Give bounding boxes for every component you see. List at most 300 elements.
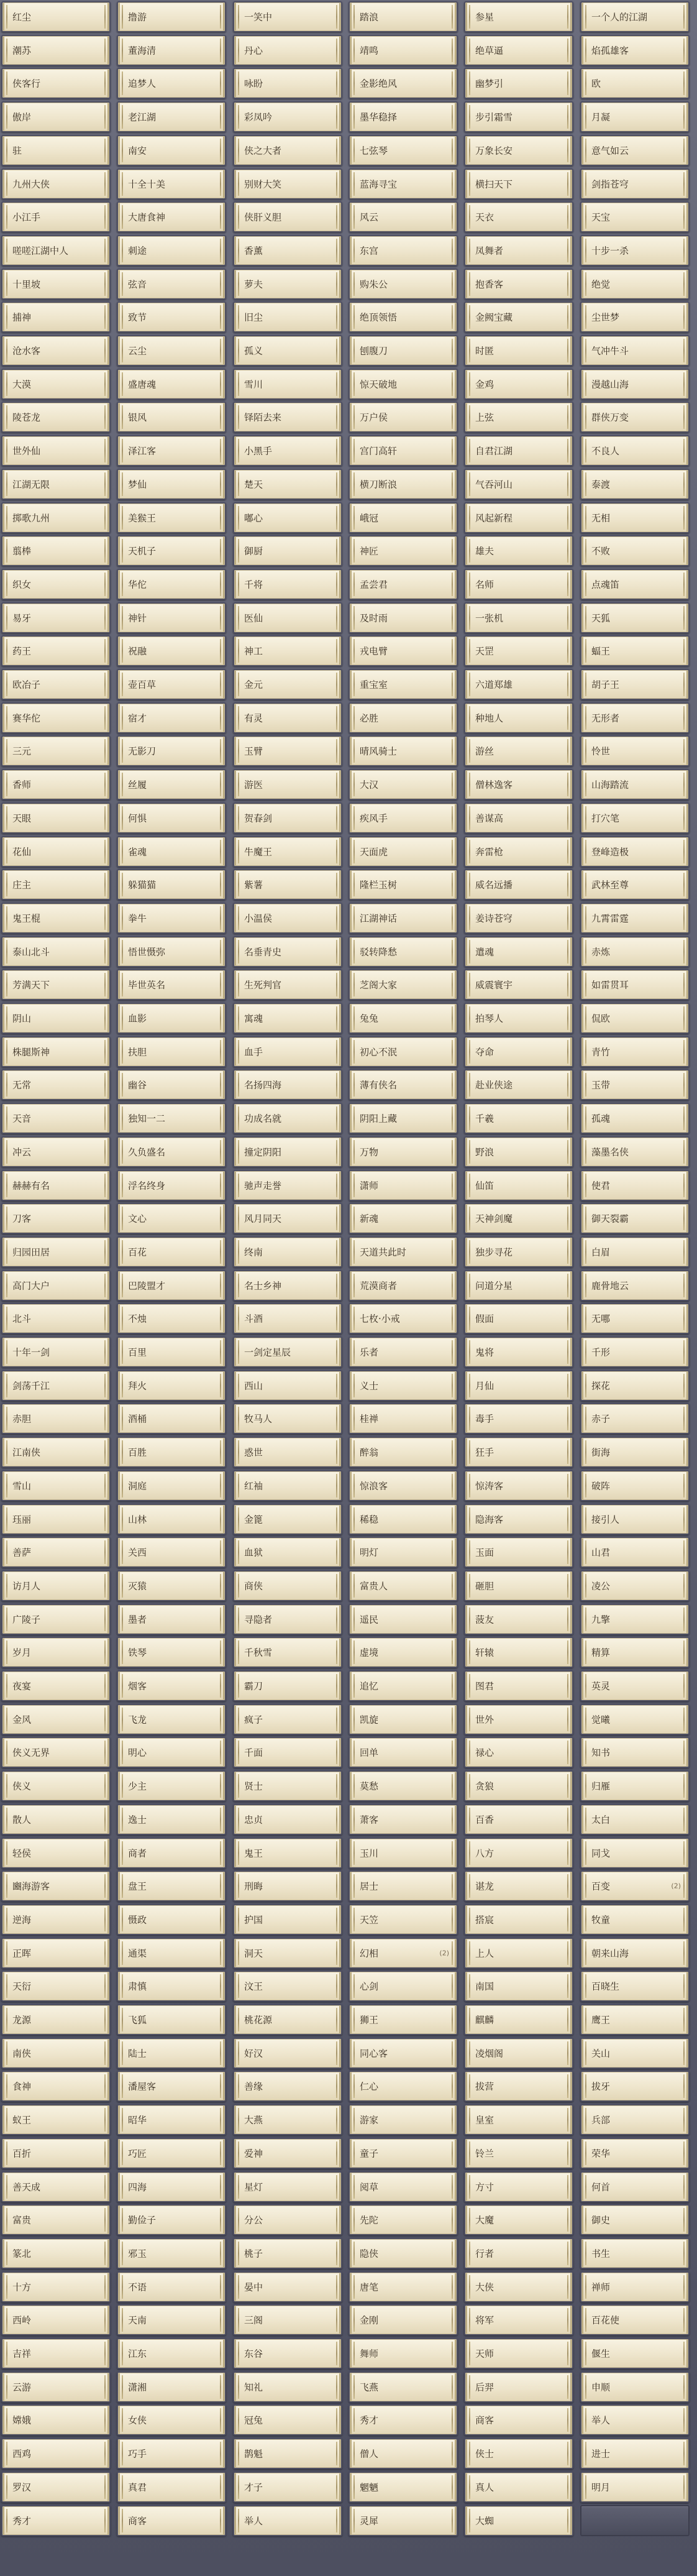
title-cell[interactable] <box>348 1203 458 1234</box>
title-cell[interactable] <box>117 635 226 666</box>
title-cell[interactable] <box>117 135 226 166</box>
title-cell[interactable] <box>233 1737 342 1768</box>
title-cell[interactable] <box>580 68 690 99</box>
title-cell[interactable] <box>464 1570 573 1601</box>
title-cell[interactable] <box>348 1236 458 1267</box>
title-cell[interactable] <box>464 1838 573 1869</box>
title-cell[interactable] <box>1 869 111 900</box>
title-cell[interactable] <box>580 702 690 734</box>
title-cell[interactable] <box>580 635 690 666</box>
title-cell[interactable] <box>233 168 342 200</box>
title-cell[interactable] <box>580 435 690 466</box>
title-cell[interactable] <box>348 35 458 66</box>
title-cell[interactable] <box>580 1504 690 1535</box>
title-cell[interactable] <box>1 1336 111 1368</box>
title-cell[interactable] <box>464 969 573 1000</box>
title-cell[interactable] <box>117 1938 226 1969</box>
title-cell[interactable] <box>117 803 226 834</box>
title-cell[interactable] <box>233 1537 342 1568</box>
title-cell[interactable] <box>580 1003 690 1034</box>
title-cell[interactable] <box>348 1136 458 1167</box>
title-cell[interactable] <box>1 2071 111 2102</box>
title-cell[interactable] <box>233 68 342 99</box>
title-cell[interactable] <box>1 2271 111 2302</box>
title-cell[interactable] <box>348 969 458 1000</box>
title-cell[interactable] <box>1 1303 111 1334</box>
title-cell[interactable] <box>464 936 573 967</box>
title-cell[interactable] <box>464 2238 573 2269</box>
title-cell[interactable] <box>464 469 573 500</box>
title-cell[interactable] <box>580 1136 690 1167</box>
title-cell[interactable] <box>233 235 342 266</box>
title-cell[interactable] <box>233 1704 342 1735</box>
title-cell[interactable] <box>580 869 690 900</box>
title-cell[interactable] <box>464 2171 573 2202</box>
title-cell[interactable] <box>1 2505 111 2536</box>
title-cell[interactable] <box>233 301 342 333</box>
title-cell[interactable] <box>464 1336 573 1368</box>
title-cell[interactable] <box>348 635 458 666</box>
title-cell[interactable] <box>580 1737 690 1768</box>
title-cell[interactable] <box>117 1971 226 2002</box>
title-cell[interactable] <box>1 635 111 666</box>
title-cell[interactable] <box>117 1370 226 1401</box>
title-cell[interactable] <box>348 602 458 633</box>
title-cell[interactable] <box>233 1203 342 1234</box>
title-cell[interactable] <box>464 1904 573 1935</box>
title-cell[interactable] <box>464 2071 573 2102</box>
title-cell[interactable] <box>464 903 573 934</box>
title-cell[interactable] <box>233 369 342 400</box>
title-cell[interactable] <box>348 1737 458 1768</box>
title-cell[interactable] <box>580 1870 690 1902</box>
title-cell[interactable] <box>233 1637 342 1668</box>
title-cell[interactable] <box>348 269 458 300</box>
title-cell[interactable] <box>1 2404 111 2436</box>
title-cell[interactable] <box>464 101 573 132</box>
title-cell[interactable] <box>233 2071 342 2102</box>
title-cell[interactable] <box>464 1103 573 1134</box>
title-cell[interactable] <box>233 1971 342 2002</box>
title-cell[interactable] <box>117 269 226 300</box>
title-cell[interactable] <box>580 1370 690 1401</box>
title-cell[interactable] <box>117 1336 226 1368</box>
title-cell[interactable] <box>117 2104 226 2135</box>
title-cell[interactable] <box>1 1737 111 1768</box>
title-cell[interactable] <box>1 1704 111 1735</box>
title-cell[interactable] <box>580 735 690 766</box>
title-cell[interactable] <box>348 1570 458 1601</box>
title-cell[interactable] <box>580 2038 690 2069</box>
title-cell[interactable] <box>117 1870 226 1902</box>
title-cell[interactable] <box>117 35 226 66</box>
title-cell[interactable] <box>117 2505 226 2536</box>
title-cell[interactable] <box>580 2138 690 2169</box>
title-cell[interactable] <box>348 1637 458 1668</box>
title-cell[interactable] <box>1 1770 111 1801</box>
title-cell[interactable] <box>117 569 226 600</box>
title-cell[interactable] <box>464 635 573 666</box>
title-cell[interactable] <box>1 1504 111 1535</box>
title-cell[interactable] <box>464 869 573 900</box>
title-cell[interactable] <box>464 1303 573 1334</box>
title-cell[interactable] <box>580 2004 690 2035</box>
title-cell[interactable] <box>1 68 111 99</box>
title-cell[interactable] <box>117 936 226 967</box>
title-cell[interactable] <box>117 2238 226 2269</box>
title-cell[interactable] <box>348 803 458 834</box>
title-cell[interactable] <box>233 1770 342 1801</box>
title-cell[interactable] <box>348 936 458 967</box>
title-cell[interactable] <box>233 101 342 132</box>
title-cell[interactable] <box>1 1537 111 1568</box>
title-cell[interactable] <box>580 936 690 967</box>
title-cell[interactable] <box>1 702 111 734</box>
title-cell[interactable] <box>233 1504 342 1535</box>
title-cell[interactable] <box>233 2271 342 2302</box>
title-cell[interactable] <box>580 903 690 934</box>
title-cell[interactable] <box>348 135 458 166</box>
title-cell[interactable] <box>464 369 573 400</box>
title-cell[interactable] <box>348 2438 458 2469</box>
title-cell[interactable] <box>348 369 458 400</box>
title-cell[interactable] <box>1 1103 111 1134</box>
title-cell[interactable] <box>1 1236 111 1267</box>
title-cell[interactable] <box>1 2104 111 2135</box>
title-cell[interactable] <box>348 301 458 333</box>
title-cell[interactable] <box>348 1670 458 1701</box>
title-cell[interactable] <box>233 869 342 900</box>
title-cell[interactable] <box>233 35 342 66</box>
title-cell[interactable] <box>464 2338 573 2369</box>
title-cell[interactable] <box>233 635 342 666</box>
title-cell[interactable] <box>233 769 342 800</box>
title-cell[interactable] <box>580 235 690 266</box>
title-cell[interactable] <box>580 1637 690 1668</box>
title-cell[interactable] <box>464 602 573 633</box>
title-cell[interactable] <box>464 1370 573 1401</box>
title-cell[interactable] <box>348 569 458 600</box>
title-cell[interactable] <box>464 335 573 366</box>
title-cell[interactable] <box>348 2138 458 2169</box>
title-cell[interactable] <box>348 335 458 366</box>
title-cell[interactable] <box>464 2038 573 2069</box>
title-cell[interactable] <box>1 936 111 967</box>
title-cell[interactable] <box>580 201 690 232</box>
title-cell[interactable] <box>464 1437 573 1468</box>
title-cell[interactable] <box>117 201 226 232</box>
title-cell[interactable] <box>233 1838 342 1869</box>
title-cell[interactable] <box>580 1069 690 1100</box>
title-cell[interactable] <box>348 903 458 934</box>
title-cell[interactable] <box>233 569 342 600</box>
title-cell[interactable] <box>117 2304 226 2335</box>
title-cell[interactable] <box>580 535 690 566</box>
title-cell[interactable] <box>233 1170 342 1201</box>
title-cell[interactable] <box>580 1770 690 1801</box>
title-cell[interactable] <box>464 301 573 333</box>
title-cell[interactable] <box>580 1036 690 1067</box>
title-cell[interactable] <box>348 2104 458 2135</box>
title-cell[interactable] <box>464 1136 573 1167</box>
title-cell[interactable] <box>580 335 690 366</box>
title-cell[interactable] <box>1 2138 111 2169</box>
title-cell[interactable] <box>580 2371 690 2403</box>
title-cell[interactable] <box>348 1470 458 1501</box>
title-cell[interactable] <box>464 1537 573 1568</box>
title-cell[interactable] <box>1 1938 111 1969</box>
title-cell[interactable] <box>1 2204 111 2235</box>
title-cell[interactable] <box>348 769 458 800</box>
title-cell[interactable] <box>580 1838 690 1869</box>
title-cell[interactable] <box>117 2271 226 2302</box>
title-cell[interactable] <box>580 1203 690 1234</box>
title-cell[interactable] <box>1 569 111 600</box>
title-cell[interactable] <box>1 836 111 867</box>
title-cell[interactable] <box>580 1938 690 1969</box>
title-cell[interactable] <box>580 1904 690 1935</box>
title-cell[interactable] <box>1 1637 111 1668</box>
title-cell[interactable] <box>464 2271 573 2302</box>
title-cell[interactable] <box>580 1604 690 1635</box>
title-cell[interactable] <box>1 1437 111 1468</box>
title-cell[interactable] <box>580 2404 690 2436</box>
title-cell[interactable] <box>233 2038 342 2069</box>
title-cell[interactable] <box>233 1036 342 1067</box>
title-cell[interactable] <box>233 1236 342 1267</box>
title-cell[interactable] <box>464 2204 573 2235</box>
title-cell[interactable] <box>233 469 342 500</box>
title-cell[interactable] <box>233 1336 342 1368</box>
title-cell[interactable] <box>464 1804 573 1835</box>
title-cell[interactable] <box>117 2438 226 2469</box>
title-cell[interactable] <box>233 502 342 533</box>
title-cell[interactable] <box>464 669 573 700</box>
title-cell[interactable] <box>117 2071 226 2102</box>
title-cell[interactable] <box>1 2171 111 2202</box>
title-cell[interactable] <box>233 135 342 166</box>
title-cell[interactable] <box>117 1804 226 1835</box>
title-cell[interactable] <box>233 2104 342 2135</box>
title-cell[interactable] <box>580 402 690 433</box>
title-cell[interactable] <box>117 2138 226 2169</box>
title-cell[interactable] <box>233 2404 342 2436</box>
title-cell[interactable] <box>580 569 690 600</box>
title-cell[interactable] <box>233 2004 342 2035</box>
title-cell[interactable] <box>348 2071 458 2102</box>
title-cell[interactable] <box>580 1303 690 1334</box>
title-cell[interactable] <box>1 469 111 500</box>
title-cell[interactable] <box>1 235 111 266</box>
title-cell[interactable] <box>1 602 111 633</box>
title-cell[interactable] <box>117 301 226 333</box>
title-cell[interactable] <box>117 1737 226 1768</box>
title-cell[interactable] <box>348 1036 458 1067</box>
title-cell[interactable] <box>233 702 342 734</box>
title-cell[interactable] <box>1 1403 111 1434</box>
title-cell[interactable] <box>464 1 573 32</box>
title-cell[interactable] <box>233 969 342 1000</box>
title-cell[interactable] <box>580 2338 690 2369</box>
title-cell[interactable] <box>464 702 573 734</box>
title-cell[interactable] <box>117 702 226 734</box>
title-cell[interactable] <box>348 1770 458 1801</box>
title-cell[interactable] <box>117 168 226 200</box>
title-cell[interactable] <box>117 2038 226 2069</box>
title-cell[interactable] <box>1 35 111 66</box>
title-cell[interactable] <box>233 803 342 834</box>
title-cell[interactable] <box>233 2204 342 2235</box>
title-cell[interactable] <box>348 1804 458 1835</box>
title-cell[interactable] <box>1 402 111 433</box>
title-cell[interactable] <box>464 1270 573 1301</box>
title-cell[interactable] <box>580 1570 690 1601</box>
title-cell[interactable] <box>233 836 342 867</box>
title-cell[interactable] <box>233 2171 342 2202</box>
title-cell[interactable] <box>580 836 690 867</box>
title-cell[interactable] <box>1 1804 111 1835</box>
title-cell[interactable] <box>1 1136 111 1167</box>
title-cell[interactable] <box>233 1938 342 1969</box>
title-cell[interactable] <box>117 2472 226 2503</box>
title-cell[interactable] <box>348 235 458 266</box>
title-cell[interactable] <box>117 1303 226 1334</box>
title-cell[interactable] <box>117 1604 226 1635</box>
title-cell[interactable] <box>1 1003 111 1034</box>
title-cell[interactable] <box>117 1504 226 1535</box>
title-cell[interactable] <box>1 1838 111 1869</box>
title-cell[interactable] <box>348 1437 458 1468</box>
title-cell[interactable] <box>348 869 458 900</box>
title-cell[interactable] <box>464 235 573 266</box>
title-cell[interactable] <box>1 335 111 366</box>
title-cell[interactable] <box>348 2204 458 2235</box>
title-cell[interactable] <box>464 435 573 466</box>
title-cell[interactable] <box>464 2004 573 2035</box>
title-cell[interactable] <box>580 2171 690 2202</box>
title-cell[interactable] <box>117 1 226 32</box>
title-cell[interactable] <box>464 1003 573 1034</box>
title-cell[interactable] <box>1 1069 111 1100</box>
title-cell[interactable] <box>348 2404 458 2436</box>
title-cell[interactable] <box>233 1804 342 1835</box>
title-cell[interactable] <box>1 2038 111 2069</box>
title-cell[interactable] <box>117 68 226 99</box>
title-cell[interactable] <box>464 2104 573 2135</box>
title-cell[interactable] <box>117 101 226 132</box>
title-cell[interactable] <box>1 1971 111 2002</box>
title-cell[interactable] <box>348 669 458 700</box>
title-cell[interactable] <box>580 269 690 300</box>
title-cell[interactable] <box>580 1804 690 1835</box>
title-cell[interactable] <box>464 836 573 867</box>
title-cell[interactable] <box>1 1670 111 1701</box>
title-cell[interactable] <box>117 1470 226 1501</box>
title-cell[interactable] <box>117 1704 226 1735</box>
title-cell[interactable] <box>580 1336 690 1368</box>
title-cell[interactable] <box>233 2472 342 2503</box>
title-cell[interactable] <box>117 535 226 566</box>
title-cell[interactable] <box>1 769 111 800</box>
title-cell[interactable] <box>580 1537 690 1568</box>
title-cell[interactable] <box>348 101 458 132</box>
title-cell[interactable] <box>1 2304 111 2335</box>
title-cell[interactable] <box>117 2371 226 2403</box>
title-cell[interactable] <box>1 269 111 300</box>
title-cell[interactable] <box>464 1938 573 1969</box>
title-cell[interactable] <box>1 1470 111 1501</box>
title-cell[interactable] <box>348 1938 458 1969</box>
title-cell[interactable] <box>464 803 573 834</box>
title-cell[interactable] <box>464 1170 573 1201</box>
title-cell[interactable] <box>1 903 111 934</box>
title-cell[interactable] <box>233 1604 342 1635</box>
title-cell[interactable] <box>233 903 342 934</box>
title-cell[interactable] <box>348 1003 458 1034</box>
title-cell[interactable] <box>580 2271 690 2302</box>
title-cell[interactable] <box>233 2304 342 2335</box>
title-cell[interactable] <box>1 1370 111 1401</box>
title-cell[interactable] <box>117 669 226 700</box>
title-cell[interactable] <box>348 2338 458 2369</box>
title-cell[interactable] <box>580 769 690 800</box>
title-cell[interactable] <box>117 1203 226 1234</box>
title-cell[interactable] <box>233 1303 342 1334</box>
title-cell[interactable] <box>117 335 226 366</box>
title-cell[interactable] <box>117 969 226 1000</box>
title-cell[interactable] <box>464 535 573 566</box>
title-cell[interactable] <box>348 1838 458 1869</box>
title-cell[interactable] <box>117 2004 226 2035</box>
title-cell[interactable] <box>233 1370 342 1401</box>
title-cell[interactable] <box>464 2371 573 2403</box>
title-cell[interactable] <box>233 2438 342 2469</box>
title-cell[interactable] <box>464 1870 573 1902</box>
title-cell[interactable] <box>233 1103 342 1134</box>
title-cell[interactable] <box>1 2472 111 2503</box>
title-cell[interactable] <box>233 1670 342 1701</box>
title-cell[interactable] <box>1 1170 111 1201</box>
title-cell[interactable] <box>348 1904 458 1935</box>
title-cell[interactable] <box>117 602 226 633</box>
title-cell[interactable] <box>233 435 342 466</box>
title-cell[interactable] <box>233 1003 342 1034</box>
title-cell[interactable] <box>1 369 111 400</box>
title-cell[interactable] <box>233 269 342 300</box>
title-cell[interactable] <box>580 301 690 333</box>
title-cell[interactable] <box>117 1270 226 1301</box>
title-cell[interactable] <box>233 535 342 566</box>
title-cell[interactable] <box>464 2404 573 2436</box>
title-cell[interactable] <box>117 1003 226 1034</box>
title-cell[interactable] <box>348 1303 458 1334</box>
title-cell[interactable] <box>233 2138 342 2169</box>
title-cell[interactable] <box>348 1704 458 1735</box>
title-cell[interactable] <box>1 803 111 834</box>
title-cell[interactable] <box>117 869 226 900</box>
title-cell[interactable] <box>233 1570 342 1601</box>
title-cell[interactable] <box>580 969 690 1000</box>
title-cell[interactable] <box>348 2371 458 2403</box>
title-cell[interactable] <box>233 335 342 366</box>
title-cell[interactable] <box>1 669 111 700</box>
title-cell[interactable] <box>348 2004 458 2035</box>
title-cell[interactable] <box>1 168 111 200</box>
title-cell[interactable] <box>580 2472 690 2503</box>
title-cell[interactable] <box>233 2505 342 2536</box>
title-cell[interactable] <box>464 1203 573 1234</box>
title-cell[interactable] <box>233 2238 342 2269</box>
